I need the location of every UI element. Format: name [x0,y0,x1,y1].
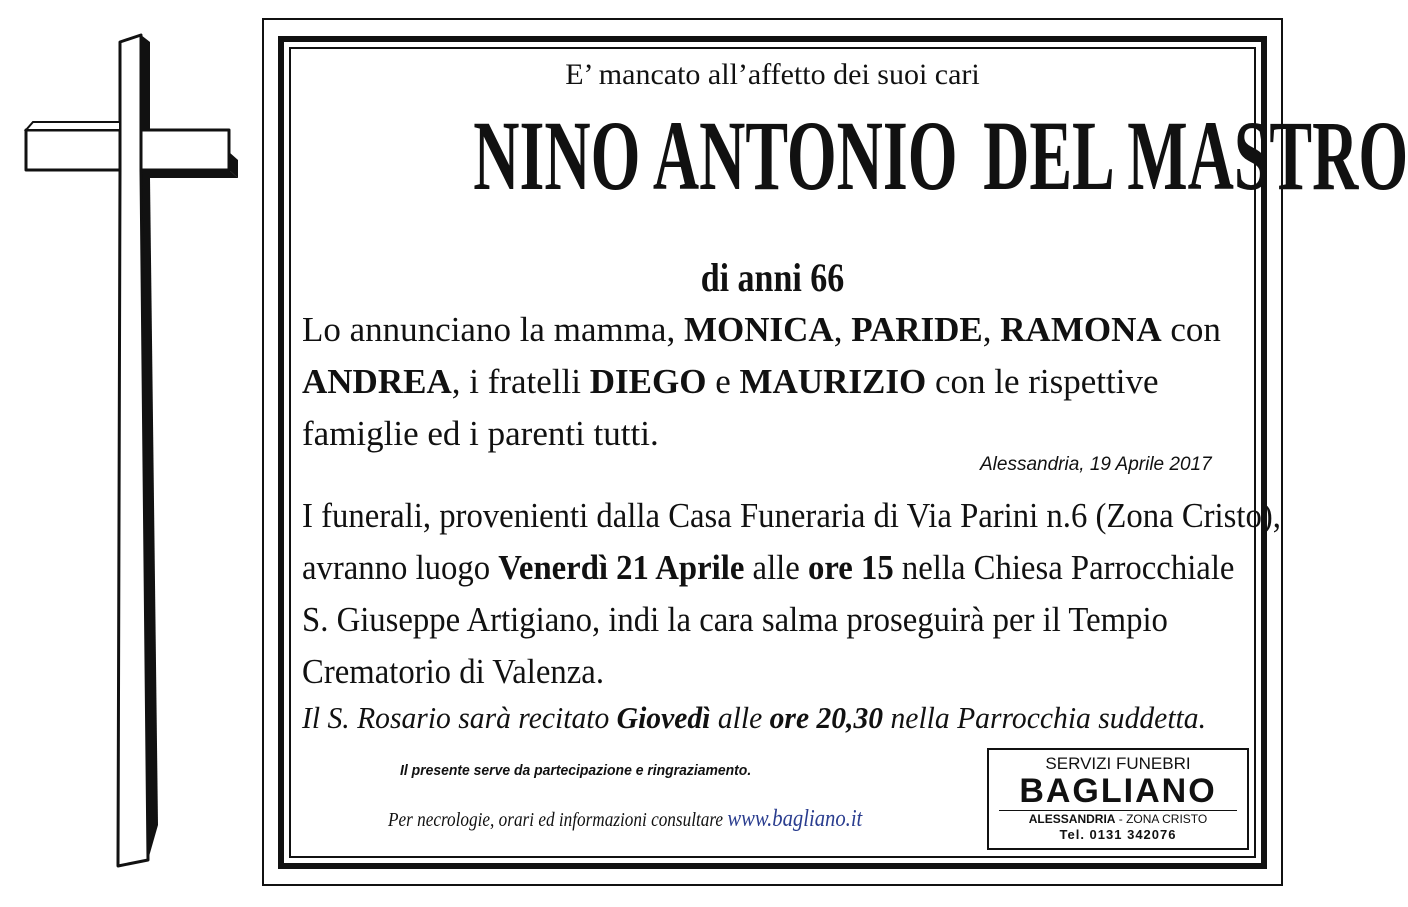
surname: DEL MASTRO [983,100,1408,211]
rosary-time: ore 20,30 [769,700,884,735]
funeral-date: Venerdì 21 Aprile [498,548,745,587]
text-segment: con le rispettive [926,362,1159,401]
text-segment: con [1161,310,1221,349]
text-segment: , [982,310,1001,349]
place-date: Alessandria, 19 Aprile 2017 [980,454,1212,475]
announcement-line-3: famiglie ed i parenti tutti. [302,414,659,453]
announcement-line-2 [302,356,1158,408]
logo-divider [999,810,1237,811]
logo-address [989,812,1247,826]
relative-name: ANDREA [302,362,452,401]
rosary-day: Giovedì [616,700,711,735]
relative-name: PARIDE [851,310,983,349]
funeral-line-3: S. Giuseppe Artigiano, indi la cara salma proseguirà per il Tempio [302,600,1168,639]
text-segment: alle [710,700,770,735]
relative-name: RAMONA [1000,310,1162,349]
text-segment: nella Parrocchia suddetta. [883,700,1206,735]
intro-text: E’ mancato all’affetto dei suoi cari [565,58,980,91]
text-segment: avranno luogo [302,548,499,587]
cross-icon [18,30,248,875]
rosary-note [302,700,1206,736]
announcement-line-1 [302,304,1221,356]
funeral-home-logo [987,748,1249,850]
relative-name: MAURIZIO [739,362,927,401]
text-segment: Lo annunciano la mamma, [302,310,684,349]
funeral-line-1: I funerali, provenienti dalla Casa Funeraria di Via Parini n.6 (Zona Cristo), [302,496,1281,535]
text-segment: Il S. Rosario sarà recitato [302,700,617,735]
logo-subtitle: SERVIZI FUNEBRI [1045,754,1191,773]
thanks-note: Il presente serve da partecipazione e ringraziamento. [400,762,752,779]
info-text: Per necrologie, orari ed informazioni consultare [388,809,728,831]
funeral-line-2 [302,542,1234,594]
text-segment: , i fratelli [451,362,590,401]
deceased-name [473,100,1408,211]
relative-name: DIEGO [589,362,707,401]
text-segment: alle [744,548,808,587]
age-text: di anni 66 [700,255,845,300]
logo-brand: BAGLIANO [1019,772,1217,810]
info-line [388,806,862,833]
text-segment: e [706,362,740,401]
funeral-line-4: Crematorio di Valenza. [302,652,605,691]
logo-phone: Tel. 0131 342076 [1059,827,1177,842]
website-link[interactable]: www.bagliano.it [727,806,863,832]
logo-zone: - ZONA CRISTO [1115,812,1208,826]
first-names: NINO ANTONIO [473,100,958,211]
relative-name: MONICA [683,310,834,349]
funeral-time: ore 15 [807,548,894,587]
text-segment: , [833,310,852,349]
logo-city: ALESSANDRIA [1028,812,1116,826]
text-segment: nella Chiesa Parrocchiale [893,548,1235,587]
